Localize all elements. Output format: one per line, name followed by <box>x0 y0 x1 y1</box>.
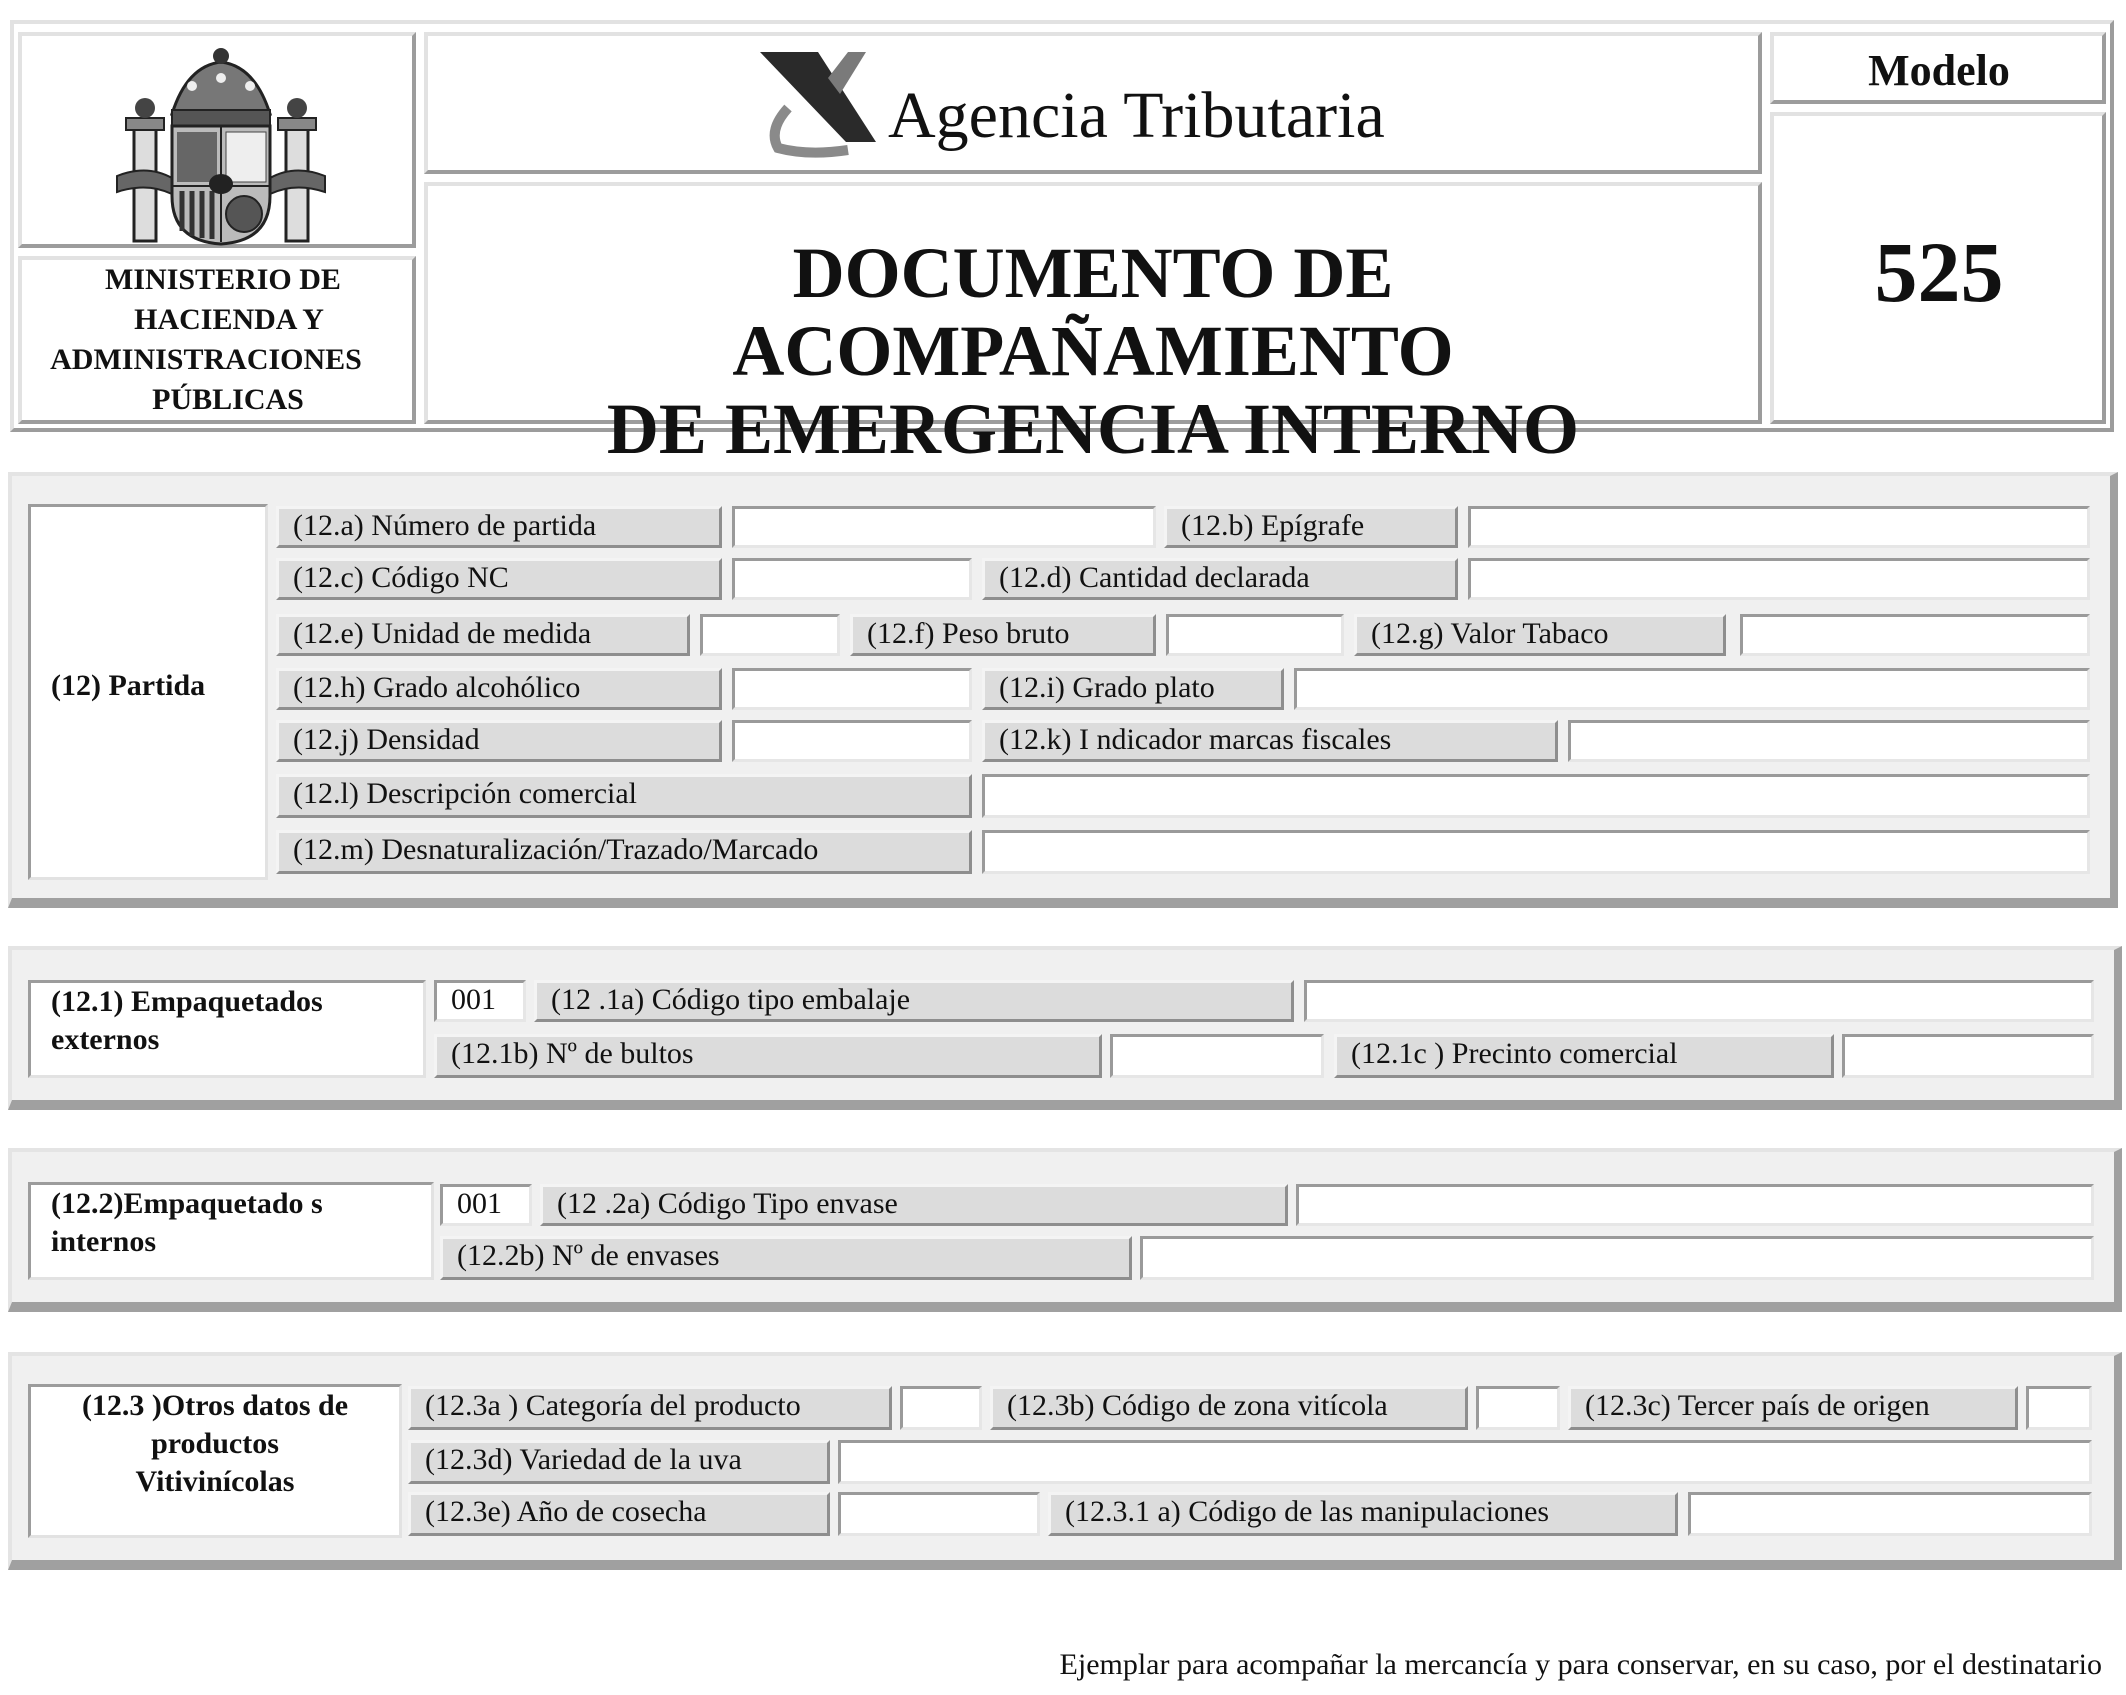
input-12i-grado-plato[interactable] <box>1294 668 2090 710</box>
label-12j-densidad: (12.j) Densidad <box>276 720 722 762</box>
input-123d-variedad-uva[interactable] <box>838 1440 2092 1484</box>
vitivinicolas-title-line-2: productos <box>151 1427 279 1460</box>
modelo-number: 525 <box>1874 224 2004 320</box>
label-122a-codigo-tipo-envase: (12 .2a) Código Tipo envase <box>540 1184 1288 1226</box>
input-12h-grado-alcoholico[interactable] <box>732 668 972 710</box>
ministry-name <box>22 260 414 420</box>
input-122a-codigo-tipo-envase[interactable] <box>1296 1184 2094 1226</box>
footer-note: Ejemplar para acompañar la mercancía y para conservar, en su caso, por el destinatario <box>1059 1648 2102 1681</box>
internos-title-line-2: internos <box>51 1225 156 1258</box>
input-12f-peso-bruto[interactable] <box>1166 614 1344 656</box>
ministry-line-3: ADMINISTRACIONES <box>50 343 362 376</box>
input-12l-descripcion-comercial[interactable] <box>982 774 2090 818</box>
externos-title-line-2: externos <box>51 1023 160 1056</box>
ministry-line-2: HACIENDA Y <box>134 303 324 336</box>
input-12k-indicador-marcas-fiscales[interactable] <box>1568 720 2090 762</box>
label-121a-codigo-tipo-embalaje: (12 .1a) Código tipo embalaje <box>534 980 1294 1022</box>
input-12c-codigo-nc[interactable] <box>732 558 972 600</box>
input-123e-ano-cosecha[interactable] <box>838 1492 1040 1536</box>
ministry-line-1: MINISTERIO DE <box>105 263 341 296</box>
label-12l-descripcion-comercial: (12.l) Descripción comercial <box>276 774 972 818</box>
input-12m-desnaturalizacion[interactable] <box>982 830 2090 874</box>
input-12e-unidad-medida[interactable] <box>700 614 840 656</box>
externos-title-line-1: (12.1) Empaquetados <box>51 985 323 1018</box>
input-1231a-codigo-manipulaciones[interactable] <box>1688 1492 2092 1536</box>
label-12d-cantidad-declarada: (12.d) Cantidad declarada <box>982 558 1458 600</box>
agency-tributaria-logo-icon <box>748 38 888 158</box>
label-123c-tercer-pais-origen: (12.3c) Tercer país de origen <box>1568 1386 2018 1430</box>
label-12a-numero-partida: (12.a) Número de partida <box>276 506 722 548</box>
input-12j-densidad[interactable] <box>732 720 972 762</box>
internos-sequence-number[interactable]: 001 <box>440 1184 532 1226</box>
vitivinicolas-title-box <box>28 1384 402 1538</box>
modelo-label-box <box>1770 32 2106 104</box>
title-box <box>424 182 1762 469</box>
label-123a-categoria-producto: (12.3a ) Categoría del producto <box>408 1386 892 1430</box>
modelo-label: Modelo <box>1868 46 2010 95</box>
coat-of-arms-box <box>18 32 416 248</box>
label-123b-codigo-zona-viticola: (12.3b) Código de zona vitícola <box>990 1386 1468 1430</box>
partida-title-box <box>28 504 268 880</box>
input-12a-numero-partida[interactable] <box>732 506 1156 548</box>
label-1231a-codigo-manipulaciones: (12.3.1 a) Código de las manipulaciones <box>1048 1492 1678 1536</box>
document-title-line-1: DOCUMENTO DE ACOMPAÑAMIENTO <box>732 233 1454 391</box>
agency-box <box>424 32 1762 174</box>
internos-title-line-1: (12.2)Empaquetado s <box>51 1187 323 1220</box>
vitivinicolas-title-line-1: (12.3 )Otros datos de <box>81 1389 349 1422</box>
agency-name: Agencia Tributaria <box>888 79 1385 152</box>
internos-title-box <box>28 1182 434 1280</box>
externos-title <box>51 983 323 1059</box>
input-121a-codigo-tipo-embalaje[interactable] <box>1304 980 2094 1022</box>
internos-title <box>51 1185 323 1261</box>
label-12e-unidad-medida: (12.e) Unidad de medida <box>276 614 690 656</box>
input-12b-epigrafe[interactable] <box>1468 506 2090 548</box>
input-123c-tercer-pais-origen[interactable] <box>2026 1386 2092 1430</box>
label-121b-numero-bultos: (12.1b) Nº de bultos <box>434 1034 1102 1078</box>
label-122b-numero-envases: (12.2b) Nº de envases <box>440 1236 1132 1280</box>
label-12g-valor-tabaco: (12.g) Valor Tabaco <box>1354 614 1726 656</box>
document-title <box>428 234 1758 468</box>
label-123e-ano-cosecha: (12.3e) Año de cosecha <box>408 1492 830 1536</box>
label-121c-precinto-comercial: (12.1c ) Precinto comercial <box>1334 1034 1834 1078</box>
input-121b-numero-bultos[interactable] <box>1110 1034 1324 1078</box>
label-12b-epigrafe: (12.b) Epígrafe <box>1164 506 1458 548</box>
ministry-box <box>18 256 416 424</box>
label-12c-codigo-nc: (12.c) Código NC <box>276 558 722 600</box>
modelo-number-box <box>1770 112 2106 424</box>
label-123d-variedad-uva: (12.3d) Variedad de la uva <box>408 1440 830 1484</box>
externos-title-box <box>28 980 426 1078</box>
document-title-line-2: DE EMERGENCIA INTERNO <box>606 389 1580 469</box>
input-123b-codigo-zona-viticola[interactable] <box>1476 1386 1560 1430</box>
label-12h-grado-alcoholico: (12.h) Grado alcohólico <box>276 668 722 710</box>
input-123a-categoria-producto[interactable] <box>900 1386 982 1430</box>
externos-sequence-number[interactable]: 001 <box>434 980 526 1022</box>
input-12d-cantidad-declarada[interactable] <box>1468 558 2090 600</box>
ministry-line-4: PÚBLICAS <box>152 383 304 416</box>
coat-of-arms-icon <box>22 36 420 246</box>
input-122b-numero-envases[interactable] <box>1140 1236 2094 1280</box>
input-121c-precinto-comercial[interactable] <box>1842 1034 2094 1078</box>
vitivinicolas-title <box>31 1387 399 1501</box>
label-12m-desnaturalizacion: (12.m) Desnaturalización/Trazado/Marcado <box>276 830 972 874</box>
label-12k-indicador-marcas-fiscales: (12.k) I ndicador marcas fiscales <box>982 720 1558 762</box>
label-12f-peso-bruto: (12.f) Peso bruto <box>850 614 1156 656</box>
partida-title: (12) Partida <box>51 669 206 702</box>
label-12i-grado-plato: (12.i) Grado plato <box>982 668 1284 710</box>
vitivinicolas-title-line-3: Vitivinícolas <box>135 1465 295 1498</box>
input-12g-valor-tabaco[interactable] <box>1740 614 2090 656</box>
